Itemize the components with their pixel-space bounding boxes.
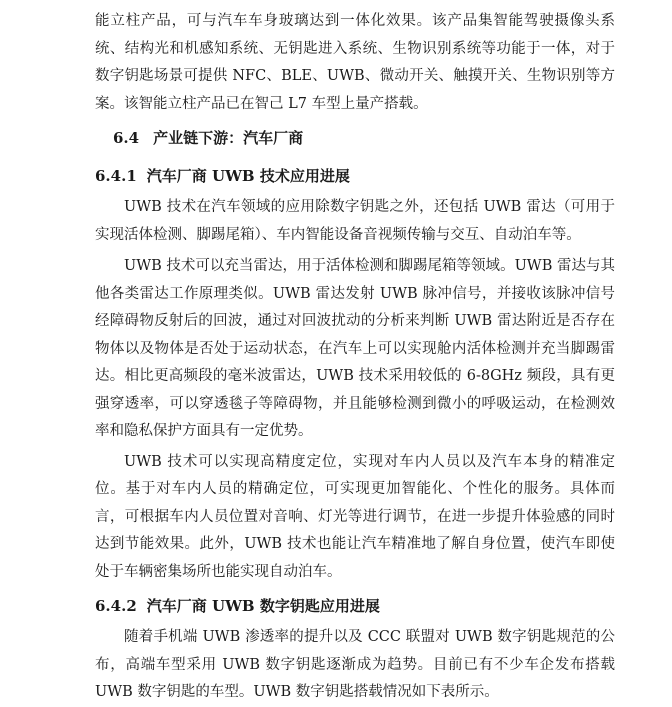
subsection-heading-6-4-2 <box>95 588 615 624</box>
section-title: 产业链下游：汽车厂商 <box>153 129 304 147</box>
paragraph-uwb-positioning: UWB 技术可以实现高精度定位，实现对车内人员以及汽车本身的精准定位。基于对车内人员的精确定位，可实现更加智能化、个性化的服务。具体而言，可根据车内人员位置对音响、灯光等进行调节，在进一步提升体验感的同时达到节能效果。此外，UWB 技术也能让汽车精准地了解自身位置，使汽车即使处于车辆密集场所也能实现自动泊车。 <box>95 453 615 580</box>
subsection-title: 汽车厂商 UWB 技术应用进展 <box>146 167 350 185</box>
paragraph-smart-pillar: 能立柱产品，可与汽车车身玻璃达到一体化效果。该产品集智能驾驶摄像头系统、结构光和机感知系统、无钥匙进入系统、生物识别系统等功能于一体，对于数字钥匙场景可提供 NFC、BLE、UWB、微动开关、触摸开关、生物识别等方案。该智能立柱产品已在智己 L7 车型上量产搭载。 <box>95 13 615 112</box>
section-heading-6-4 <box>95 118 615 158</box>
subsection-number: 6.4.2 <box>95 597 137 615</box>
paragraph-uwb-applications: UWB 技术在汽车领域的应用除数字钥匙之外，还包括 UWB 雷达（可用于实现活体检测、脚踢尾箱）、车内智能设备音视频传输与交互、自动泊车等。 <box>95 199 615 243</box>
subsection-heading-6-4-1 <box>95 158 615 194</box>
subsection-number: 6.4.1 <box>95 167 137 185</box>
section-number: 6.4 <box>113 129 140 147</box>
document-page <box>95 0 615 707</box>
subsection-title: 汽车厂商 UWB 数字钥匙应用进展 <box>146 597 380 615</box>
paragraph-uwb-digital-key: 随着手机端 UWB 渗透率的提升以及 CCC 联盟对 UWB 数字钥匙规范的公布，高端车型采用 UWB 数字钥匙逐渐成为趋势。目前已有不少车企发布搭载 UWB 数字钥匙的车型。UWB 数字钥匙搭载情况如下表所示。 <box>95 629 615 700</box>
paragraph-uwb-radar: UWB 技术可以充当雷达，用于活体检测和脚踢尾箱等领域。UWB 雷达与其他各类雷达工作原理类似。UWB 雷达发射 UWB 脉冲信号，并接收该脉冲信号经障碍物反射后的回波，通过对回波扰动的分析来判断 UWB 雷达附近是否存在物体以及物体是否处于运动状态，在汽车上可以实现舱内活体检测并充当脚踢雷达。相比更高频段的毫米波雷达，UWB 技术采用较低的 6-8GHz 频段，具有更强穿透率，可以穿透毯子等障碍物，并且能够检测到微小的呼吸运动，在检测效率和隐私保护方面具有一定优势。 <box>95 258 615 439</box>
